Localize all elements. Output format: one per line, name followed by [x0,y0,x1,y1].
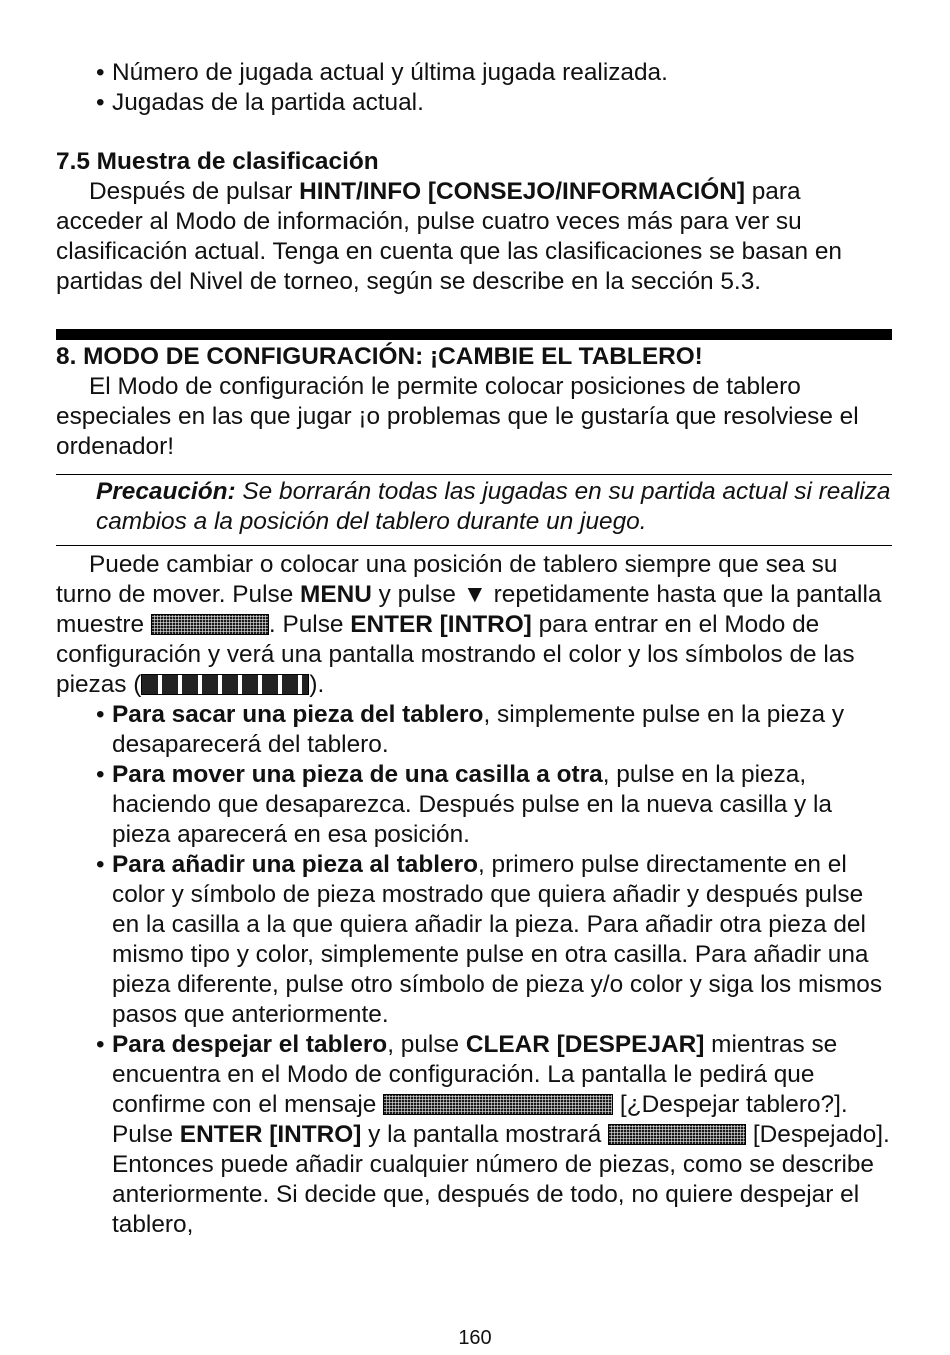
bullet-lead: Para añadir una pieza al tablero [112,851,478,878]
bullet-lead: Para mover una pieza de una casilla a otra [112,761,603,788]
bullet-text: [Despejado]. Entonces puede añadir cualquier número de piezas, como se describe anteriormente. Si decide que, después de todo, no quiere despejar el tablero, [112,1121,890,1238]
caution-text: Se borrarán todas las jugadas en su partida actual si realiza cambios a la posición del tablero durante un juego. [96,478,891,535]
lcd-piece-symbols-icon [141,674,309,695]
setup-bullet-list [96,700,892,1240]
bullet-text: , simplemente pulse en la pieza y desaparecerá del tablero. [112,701,845,758]
key-name: HINT/INFO [CONSEJO/INFORMACIÓN] [299,178,745,205]
key-name: MENU [300,581,372,608]
section-heading-7-5: 7.5 Muestra de clasificación [56,148,379,175]
text-run: Puede cambiar o colocar una posición de tablero siempre que sea su turno de mover. Pulse [56,551,838,608]
bullet-text: , primero pulse directamente en el color y símbolo de pieza mostrado que quiera añadir y después pulse en la casilla a la que quiera añadir la pieza. Para añadir otra pieza del mismo tipo y color, simplemente pulse en otra casilla. Para añadir una pieza diferente, pulse otro símbolo de pieza y/o color y siga los mismos pasos que anteriormente. [112,851,883,1028]
lcd-clear-board-icon [383,1094,613,1115]
key-name: ENTER [INTRO] [350,611,532,638]
bullet-text: , pulse [387,1031,466,1058]
list-item [96,1030,892,1240]
text-run: Después de pulsar [89,178,300,205]
text-run: . Pulse [268,611,351,638]
paragraph-intro: El Modo de configuración le permite colocar posiciones de tablero especiales en las que jugar ¡o problemas que le gustaría que resolviese el ordenador! [56,373,859,460]
caution-box [56,474,892,546]
text-run: para entrar en el Modo de configuración y verá una pantalla mostrando el color y los símbolos de las piezas ( [56,611,855,698]
list-item [96,700,892,760]
list-item [96,850,892,1030]
top-bullet-list [96,58,892,118]
key-name: CLEAR [DESPEJAR] [465,1031,705,1058]
caution-label: Precaución: [96,478,236,505]
bullet-lead: Para sacar una pieza del tablero [112,701,484,728]
text-run: y pulse ▼ repetidamente hasta que la pantalla muestre [56,581,882,638]
paragraph-rating [56,177,892,297]
key-name: ENTER [INTRO] [179,1121,362,1148]
list-item: • Jugadas de la partida actual. [96,88,892,118]
manual-page [56,58,892,1240]
list-item [96,760,892,850]
paragraph-setup [56,550,892,700]
bullet-text: , pulse en la pieza, haciendo que desaparezca. Después pulse en la nueva casilla y la pieza aparecerá en esa posición. [112,761,833,848]
text-run: para acceder al Modo de información, pulse cuatro veces más para ver su clasificación actual. Tenga en cuenta que las clasificaciones se basan en partidas del Nivel de torneo, según se describe en la sección 5.3. [56,178,842,295]
text-run: ). [309,671,325,698]
lcd-cleared-icon [608,1124,746,1145]
bullet-text: [¿Despejar tablero?]. Pulse [112,1091,848,1148]
bullet-text: mientras se encuentra en el Modo de configuración. La pantalla le pedirá que confirme con el mensaje [112,1031,838,1118]
section-heading-8: 8. MODO DE CONFIGURACIÓN: ¡CAMBIE EL TABLERO! [56,343,703,370]
section-divider [56,329,892,340]
bullet-text: y la pantalla mostrará [361,1121,609,1148]
page-number: 160 [458,1327,492,1349]
bullet-lead: Para despejar el tablero [112,1031,388,1058]
list-item: • Número de jugada actual y última jugada realizada. [96,58,892,88]
lcd-setup-display-icon [151,614,269,635]
